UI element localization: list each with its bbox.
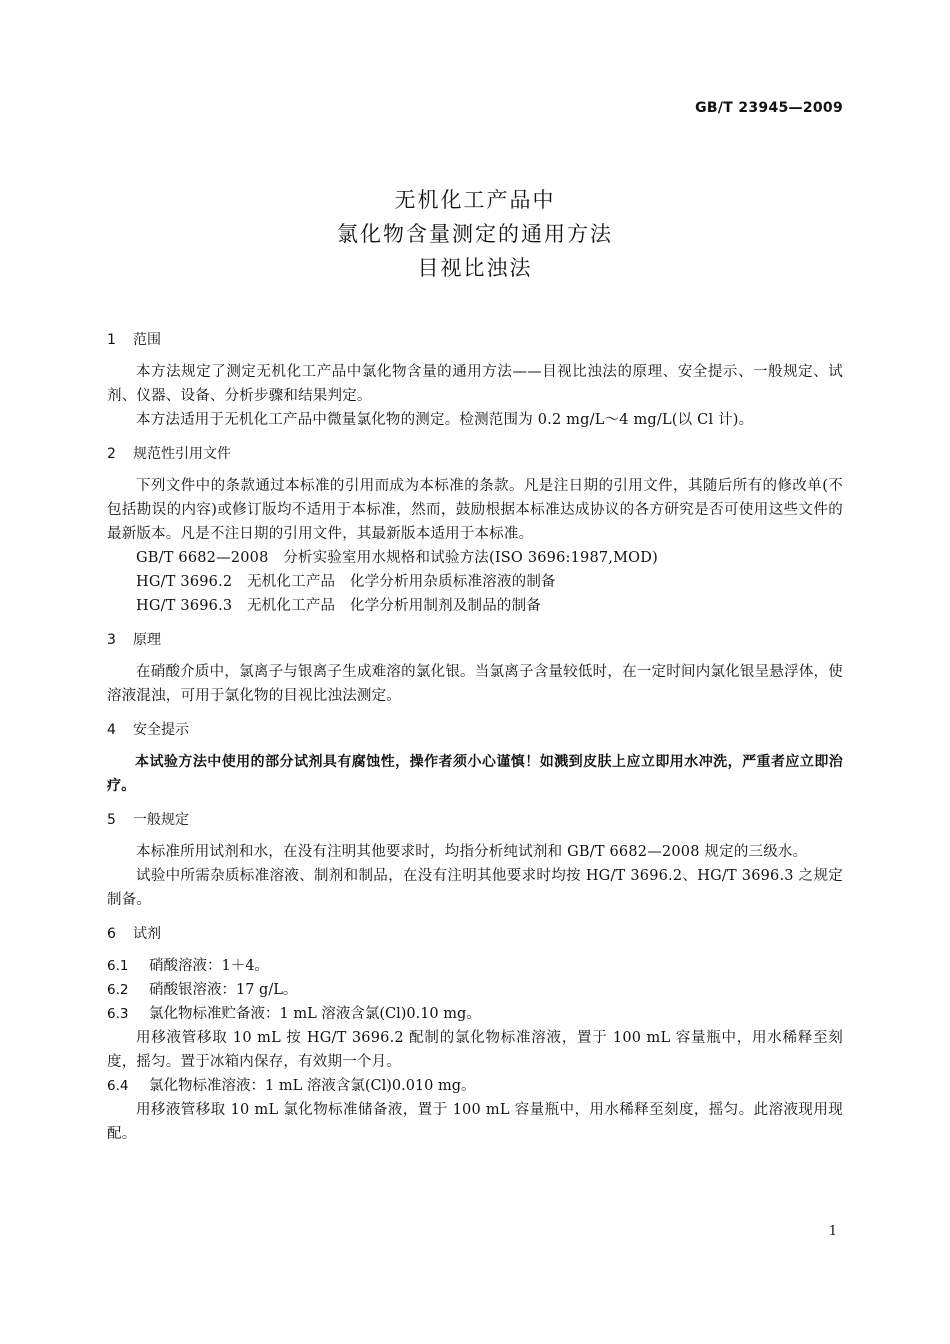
reagent-item-6-1 — [107, 954, 843, 978]
reference-item: HG/T 3696.3 无机化工产品 化学分析用制剂及制品的制备 — [136, 598, 542, 614]
section-title: 一般规定 — [133, 812, 189, 828]
reagent-6-4-procedure: 用移液管移取 10 mL 氯化物标准储备液，置于 100 mL 容量瓶中，用水稀释至刻度，摇匀。此溶液现用现配。 — [107, 1102, 843, 1142]
standard-number: GB/T 23945—2009 — [695, 100, 843, 116]
section-title: 原理 — [133, 632, 161, 648]
section-4-heading — [107, 720, 843, 740]
section-1-heading — [107, 330, 843, 350]
section-number: 3 — [107, 632, 116, 648]
clause-text: 硝酸银溶液：17 g/L。 — [149, 982, 298, 998]
section-3-paragraph-1: 在硝酸介质中，氯离子与银离子生成难溶的氯化银。当氯离子含量较低时，在一定时间内氯化银呈悬浮体，使溶液混浊，可用于氯化物的目视比浊法测定。 — [107, 664, 843, 704]
section-title: 安全提示 — [133, 722, 189, 738]
section-title: 范围 — [133, 332, 161, 348]
safety-warning-text: 本试验方法中使用的部分试剂具有腐蚀性，操作者须小心谨慎！如溅到皮肤上应立即用水冲洗，严重者应立即治疗。 — [107, 754, 843, 794]
section-1-paragraph-1: 本方法规定了测定无机化工产品中氯化物含量的通用方法——目视比浊法的原理、安全提示、一般规定、试剂、仪器、设备、分析步骤和结果判定。 — [107, 364, 843, 404]
section-number: 5 — [107, 812, 116, 828]
section-5-paragraph-1: 本标准所用试剂和水，在没有注明其他要求时，均指分析纯试剂和 GB/T 6682—2008 规定的三级水。 — [136, 844, 808, 860]
section-number: 1 — [107, 332, 116, 348]
reagent-6-3-procedure: 用移液管移取 10 mL 按 HG/T 3696.2 配制的氯化物标准溶液，置于 100 mL 容量瓶中，用水稀释至刻度，摇匀。置于冰箱内保存，有效期一个月。 — [107, 1030, 843, 1070]
page-number: 1 — [828, 1224, 837, 1239]
reagent-item-6-2 — [107, 978, 843, 1002]
section-5-paragraph-2: 试验中所需杂质标准溶液、制剂和制品，在没有注明其他要求时均按 HG/T 3696.2、HG/T 3696.3 之规定制备。 — [107, 868, 843, 908]
section-3-heading — [107, 630, 843, 650]
section-number: 4 — [107, 722, 116, 738]
title-line-1: 无机化工产品中 — [394, 188, 556, 212]
section-6-heading — [107, 924, 843, 944]
title-line-3: 目视比浊法 — [417, 256, 533, 280]
clause-number: 6.2 — [107, 982, 129, 998]
normative-references-list — [107, 546, 843, 618]
section-number: 2 — [107, 446, 116, 462]
document-body — [107, 330, 843, 1146]
clause-number: 6.1 — [107, 958, 129, 974]
section-title: 规范性引用文件 — [133, 446, 231, 462]
section-1-paragraph-2: 本方法适用于无机化工产品中微量氯化物的测定。检测范围为 0.2 mg/L～4 mg/L(以 Cl 计)。 — [136, 412, 754, 428]
reagent-item-6-3 — [107, 1002, 843, 1026]
clause-text: 硝酸溶液：1＋4。 — [149, 958, 269, 974]
document-title — [0, 183, 950, 285]
clause-number: 6.3 — [107, 1006, 129, 1022]
clause-number: 6.4 — [107, 1078, 129, 1094]
title-line-2: 氯化物含量测定的通用方法 — [337, 222, 613, 246]
section-5-heading — [107, 810, 843, 830]
section-2-paragraph-1: 下列文件中的条款通过本标准的引用而成为本标准的条款。凡是注日期的引用文件，其随后所有的修改单(不包括勘误的内容)或修订版均不适用于本标准，然而，鼓励根据本标准达成协议的各方研究是否可使用这些文件的最新版本。凡是不注日期的引用文件，其最新版本适用于本标准。 — [107, 478, 843, 542]
reference-item: HG/T 3696.2 无机化工产品 化学分析用杂质标准溶液的制备 — [136, 574, 556, 590]
clause-text: 氯化物标准溶液：1 mL 溶液含氯(Cl)0.010 mg。 — [149, 1078, 476, 1094]
section-title: 试剂 — [133, 926, 161, 942]
reagent-item-6-4 — [107, 1074, 843, 1098]
reference-item: GB/T 6682—2008 分析实验室用水规格和试验方法(ISO 3696:1987,MOD) — [136, 550, 658, 566]
section-2-heading — [107, 444, 843, 464]
section-number: 6 — [107, 926, 116, 942]
clause-text: 氯化物标准贮备液：1 mL 溶液含氯(Cl)0.10 mg。 — [149, 1006, 481, 1022]
